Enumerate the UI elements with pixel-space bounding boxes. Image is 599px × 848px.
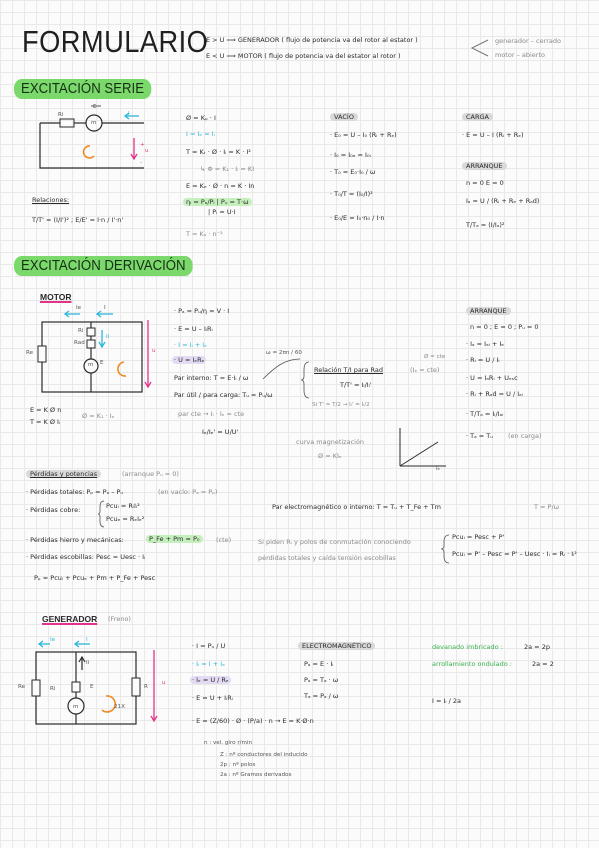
- serie-label-ri: Ri: [58, 112, 64, 118]
- serie-label-e: E: [93, 104, 97, 110]
- der-eq-ie-ratio: Iₑ/Iₑ' = U/U': [202, 428, 239, 436]
- relacion-sub: (Iₑ = cte): [410, 366, 440, 374]
- gen-eq-3: · Iₑ = U / Rₑ: [192, 676, 229, 684]
- der-arranque-eq-4: · U = IₐRᵢ + Uₑₛc: [466, 374, 518, 382]
- relacion-eq: T/T' = Iᵢ/Iᵢ': [340, 381, 372, 389]
- gen-label-rot: 21X: [114, 704, 125, 710]
- header-motor-right: motor – abierto: [495, 51, 546, 59]
- gen-eq-2: · Iᵢ = I + Iₑ: [192, 660, 225, 668]
- serie-eq-tk: T = Kₐ · n⁻²: [186, 230, 223, 238]
- serie-circuit-diagram: [34, 106, 164, 176]
- par-t-eq: T = P/ω: [534, 503, 560, 511]
- arrollamiento-eq: 2a = 2: [532, 660, 554, 668]
- perdidas-vacio-note: (en vacío: Pₐ = Pₚ): [158, 488, 218, 496]
- serie-label-plus: +: [140, 142, 145, 148]
- der-arranque-eq-5: · Rᵢ + Rₐd = U / Iₐᵢ: [466, 390, 523, 398]
- der-arranque-eq-2: · Iₐ = Iₐᵢ + Iₑ: [466, 340, 505, 348]
- gen-i-eq: I = Iᵢ / 2a: [432, 697, 462, 705]
- der-arranque-heading: ARRANQUE: [466, 307, 511, 315]
- gen-label-ri: Ri: [50, 686, 56, 692]
- serie-eq-torque: T = Kₜ · Ø · Iᵢ = K · I²: [186, 148, 251, 156]
- serie-eq-currents: I = Iₑ = Iᵢ: [186, 130, 215, 138]
- gen-legend-1: n : vel. giro r/min: [204, 740, 253, 746]
- motor-label-m: m: [88, 362, 94, 368]
- curva-eq: Ø = KIₑ: [318, 452, 342, 460]
- serie-label-u: u: [145, 148, 149, 154]
- perdidas-heading: Pérdidas y potencias: [26, 470, 101, 478]
- perdidas-pcu-1: Pcuᵢ = Pesc + P': [452, 533, 505, 541]
- par-electromagnetico: Par electromagnético o interno: T = Tᵤ + T_Fe + Tm: [272, 503, 441, 511]
- generador-freno: (Freno): [108, 615, 131, 623]
- em-eq-3: Tₐ = Pₐ / ω: [304, 692, 339, 700]
- motor-heading: MOTOR: [40, 292, 72, 302]
- relaciones-label: Relaciones:: [32, 196, 70, 204]
- der-eq-par-cte: par cte → Iᵢ · Iₑ = cte: [178, 410, 245, 418]
- serie-arranque-eq-2: Iₐ = U / (Rᵢ + Rₑ + Rₐd): [466, 197, 540, 205]
- perdidas-si-text-2: pérdidas totales y caída tensión escobillas: [258, 554, 396, 562]
- gen-eq-4: · E = U + IᵢRᵢ: [192, 694, 233, 702]
- der-eq-e: · E = U – IᵢRᵢ: [174, 325, 213, 333]
- header-generador: E > U ⟹ GENERADOR ( flujo de potencia va del rotor al estator ): [206, 36, 418, 44]
- perdidas-cobre-1: Pcuᵢ = RᵢIᵢ²: [106, 502, 140, 510]
- relaciones-formula: T/T' = (I/I')² ; E/E' = I·n / I'·n': [32, 216, 124, 224]
- gen-legend-2: Z : nº conductores del inducido: [220, 752, 308, 758]
- motor-circuit-diagram: [38, 304, 158, 396]
- carga-eq: · E = U – I (Rᵢ + Rₑ): [462, 131, 524, 139]
- perdidas-escobillas: · Pérdidas escobillas: Pesc = Uesc · Iᵢ: [26, 553, 146, 561]
- vacio-eq-2: · I₀ = I₀ₑ = I₀ᵢ: [330, 151, 371, 159]
- perdidas-pcu-2: Pcuᵢ = P' – Pesc = P' – Uesc · Iᵢ = Rᵢ · Iᵢ²: [452, 550, 577, 558]
- relacion-brace: [303, 360, 311, 400]
- motor-label-i: I: [104, 305, 106, 311]
- motor-label-re: Re: [26, 350, 34, 356]
- curva-axis: Iₑ: [436, 466, 440, 472]
- der-eq-u: · U = IₑRₑ: [174, 356, 205, 364]
- motor-label-rad: Rad: [74, 340, 85, 346]
- relacion-phi-cte: Ø = cte: [424, 354, 446, 360]
- relacion-title: Relación T/I para Rad: [314, 366, 384, 374]
- omega-arrow: [255, 355, 305, 385]
- curva-label: curva magnetización: [296, 438, 365, 446]
- serie-arranque-heading: ARRANQUE: [462, 162, 507, 170]
- devanado-eq: 2a = 2p: [524, 643, 550, 651]
- gen-label-e: E: [90, 684, 94, 690]
- gen-label-u: u: [162, 680, 166, 686]
- der-eq-par-interno: Par interno: T = E·Iᵢ / ω: [174, 374, 249, 382]
- serie-eq-efficiency: ηᵢ = Pₐ/Pᵢ | Pᵤ = T·ω: [183, 198, 252, 206]
- der-arranque-en-carga: (en carga): [508, 432, 542, 440]
- curva-graph: [398, 426, 448, 470]
- der-eq-pa: · Pₐ = Pᵤ/η = V · I: [174, 307, 230, 315]
- gen-legend-4: 2a : nº Gramos derivados: [220, 772, 292, 778]
- electromagnetico-heading: ELECTROMAGNÉTICO: [298, 642, 375, 650]
- serie-eq-pi: | Pᵢ = U·I: [208, 208, 236, 216]
- gen-label-i: I: [86, 637, 88, 643]
- perdidas-totales: · Pérdidas totales: Pₚ = Pₐ – Pᵤ: [26, 488, 124, 496]
- perdidas-hierro: · Pérdidas hierro y mecánicas:: [26, 536, 124, 544]
- gen-label-m: m: [73, 704, 79, 710]
- em-eq-2: Pₐ = Tₐ · ω: [304, 676, 339, 684]
- gen-label-ii: Ii: [86, 660, 90, 666]
- serie-eq-flux: Ø = Kₚ · I: [186, 114, 216, 122]
- relacion-eq2: Si T' = T/2 → Iᵢ' = Iᵢ/2: [312, 402, 370, 408]
- motor-eq-e: E = K Ø n: [30, 406, 62, 414]
- serie-label-minus: -: [140, 160, 143, 166]
- perdidas-cobre-2: Pcuₑ = RₑIₑ²: [106, 515, 145, 523]
- vacio-eq-1: · E₀ = U – I₀ (Rᵢ + Rₑ): [330, 131, 397, 139]
- serie-arranque-eq-1: n = 0 E = 0: [466, 179, 504, 187]
- motor-eq-phi: Ø = K₁ · Iₑ: [82, 412, 115, 420]
- header-motor: E < U ⟹ MOTOR ( flujo de potencia va del estator al rotor ): [206, 52, 401, 60]
- der-arranque-eq-7: · Tₐ = Tᵤ: [466, 432, 493, 440]
- motor-label-ii: Ii: [106, 334, 110, 340]
- vacio-heading: VACÍO: [330, 113, 358, 121]
- devanado-label: devanado imbricado :: [432, 643, 503, 651]
- arrollamiento-label: arrollamiento ondulado :: [432, 660, 512, 668]
- em-eq-1: Pₐ = E · Iᵢ: [304, 660, 334, 668]
- gen-eq-1: · I = Pᵤ / U: [192, 642, 226, 650]
- generador-heading: GENERADOR: [42, 614, 98, 624]
- header-generador-right: generador – cerrado: [495, 37, 561, 45]
- perdidas-si-text-1: Si piden Rᵢ y polos de conmutación conociendo: [258, 538, 411, 546]
- cobre-brace: [99, 500, 105, 528]
- gen-legend-3: 2p : nº polos: [220, 762, 256, 768]
- section-excitacion-derivacion: EXCITACIÓN DERIVACIÓN: [14, 256, 193, 276]
- motor-label-ie: Ie: [76, 305, 82, 311]
- perdidas-arranque-note: (arranque Pᵤ = 0): [122, 470, 179, 478]
- perdidas-hierro-cte: (cte): [216, 536, 232, 544]
- perdidas-hierro-eq: P_Fe + Pm = P₀: [146, 535, 203, 543]
- vacio-eq-5: · E₀/E = I₀·n₀ / I·n: [330, 214, 385, 222]
- vacio-eq-3: · T₀ = E₀·I₀ / ω: [330, 168, 376, 176]
- serie-label-i: I: [128, 111, 130, 117]
- der-arranque-eq-3: · Rᵢ = U / Iᵢ: [466, 356, 500, 364]
- chevron-left-icon: [468, 38, 490, 58]
- page-title: FORMULARIO: [22, 24, 209, 59]
- section-excitacion-serie: EXCITACIÓN SERIE: [14, 79, 151, 99]
- der-arranque-eq-6: · T/Tₐ = Iᵢ/Iₐᵢ: [466, 410, 504, 418]
- pcu-brace: [442, 534, 450, 564]
- serie-label-m: m: [91, 120, 97, 126]
- der-omega: ω = 2πn / 60: [266, 350, 302, 356]
- serie-arranque-eq-3: T/Tₐ = (I/Iₐ)²: [466, 221, 505, 229]
- vacio-eq-4: · T₀/T = (I₀/I)²: [330, 190, 373, 198]
- carga-heading: CARGA: [462, 113, 493, 121]
- der-eq-par-util: Par útil / para carga: Tᵤ = Pᵤ/ω: [174, 391, 273, 399]
- motor-label-ri: Ri: [78, 328, 84, 334]
- gen-label-re: Re: [18, 684, 26, 690]
- gen-label-ie: Ie: [50, 637, 56, 643]
- perdidas-pp: Pₚ = Pcuᵢ + Pcuₑ + Pm + P_Fe + Pesc: [34, 574, 156, 582]
- der-arranque-eq-1: n = 0 ; E = 0 ; Pᵤ = 0: [470, 323, 539, 331]
- serie-eq-emf: E = Kₑ · Ø · n = K · In: [186, 182, 255, 190]
- motor-label-u: u: [152, 348, 156, 354]
- gen-label-r: R: [144, 684, 148, 690]
- der-eq-i: · I = Iᵢ + Iₑ: [174, 341, 207, 349]
- perdidas-cobre: · Pérdidas cobre:: [26, 506, 81, 514]
- gen-eq-5: · E = (Z/60) · Ø · (P/a) · n → E = K·Ø·n: [192, 717, 314, 725]
- serie-eq-flux2: ↳ Φ = K₁ · Iᵢ = KI: [200, 165, 255, 173]
- motor-label-e: E: [100, 360, 104, 366]
- motor-eq-t: T = K Ø Iᵢ: [30, 418, 61, 426]
